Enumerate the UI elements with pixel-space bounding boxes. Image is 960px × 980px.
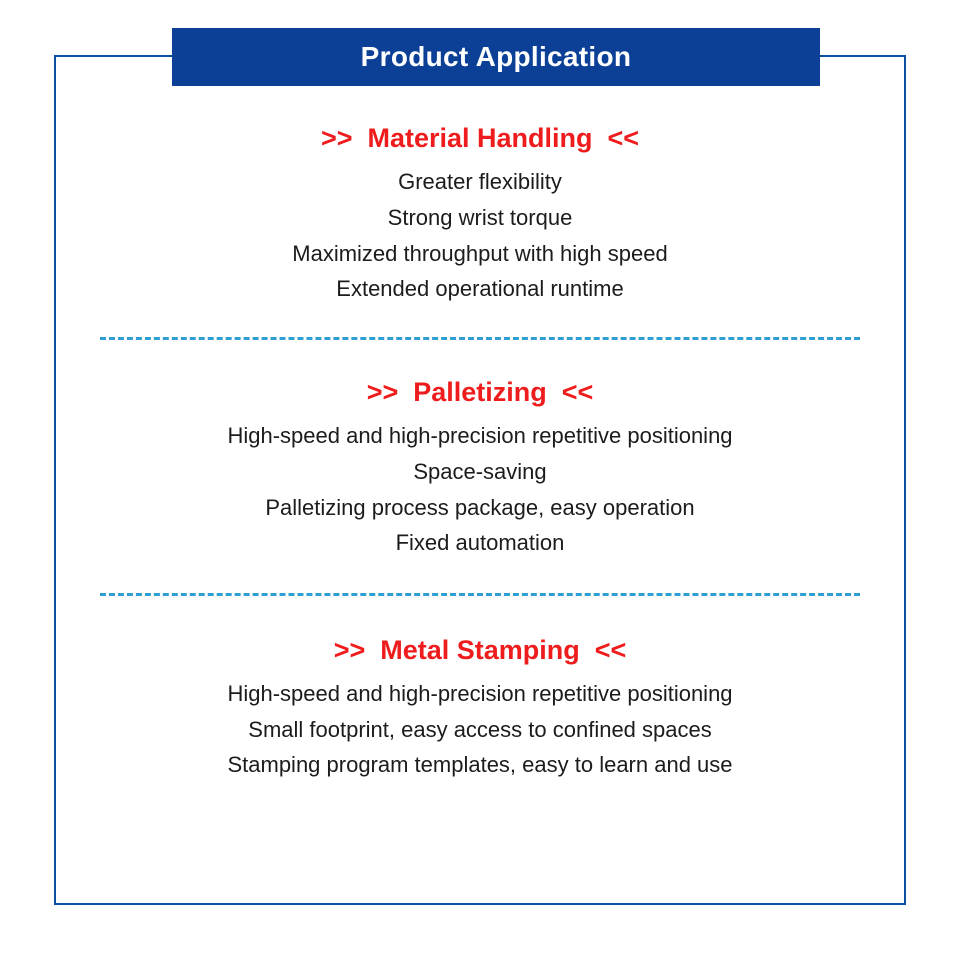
section-heading: >> Metal Stamping << (333, 634, 627, 665)
list-item: Maximized throughput with high speed (292, 240, 668, 266)
section-metal-stamping (56, 634, 904, 783)
list-item: Extended operational runtime (336, 276, 624, 302)
title-banner (172, 28, 820, 86)
page-title: Product Application (360, 41, 632, 72)
section-palletizing (56, 376, 904, 561)
spacer (56, 340, 904, 376)
section-heading: >> Palletizing << (366, 376, 594, 407)
list-item: High-speed and high-precision repetitive positioning (227, 423, 733, 449)
list-item: Palletizing process package, easy operation (265, 494, 695, 520)
section-heading: >> Material Handling << (320, 123, 640, 153)
list-item: Greater flexibility (398, 169, 562, 195)
section-lines (56, 164, 904, 307)
list-item: Space-saving (413, 458, 547, 484)
spacer (56, 307, 904, 337)
list-item: Fixed automation (395, 530, 565, 556)
list-item: Stamping program templates, easy to learn and use (227, 752, 733, 778)
section-material-handling (56, 122, 904, 307)
section-lines (56, 676, 904, 783)
spacer (56, 561, 904, 593)
list-item: Strong wrist torque (387, 205, 573, 231)
section-lines (56, 418, 904, 561)
list-item: Small footprint, easy access to confined spaces (248, 716, 712, 742)
sections-container (56, 88, 904, 902)
list-item: High-speed and high-precision repetitive positioning (227, 681, 733, 707)
spacer (56, 596, 904, 634)
